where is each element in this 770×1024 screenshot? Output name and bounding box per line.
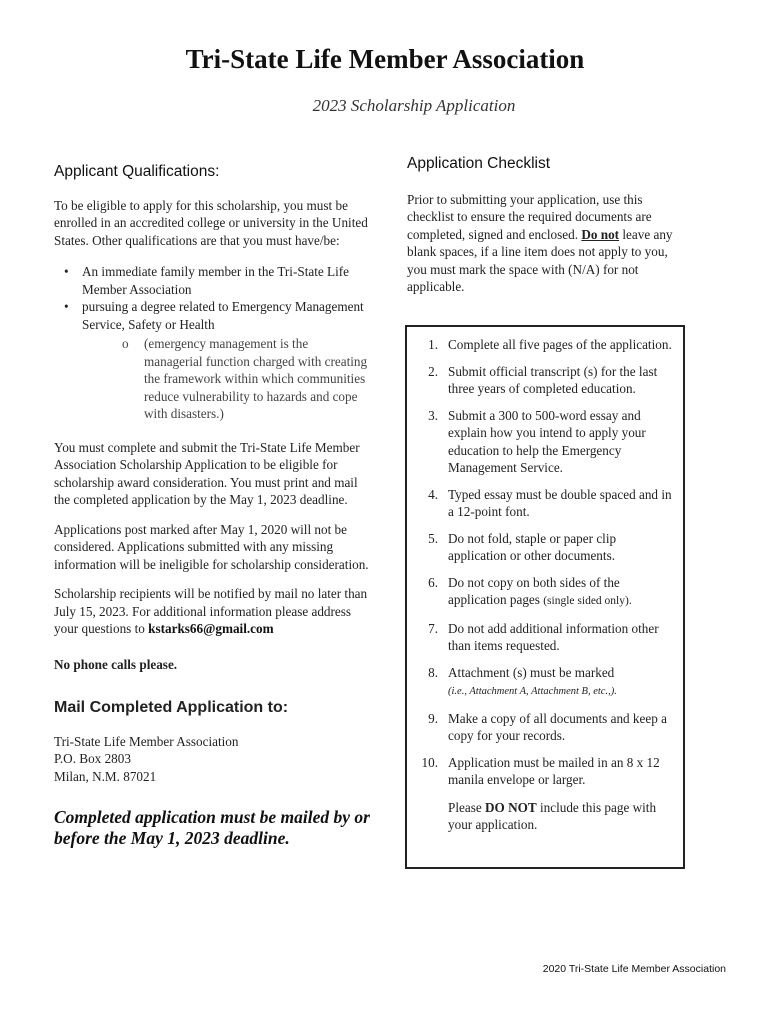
list-item — [54, 263, 370, 298]
submission-paragraph: You must complete and submit the Tri-State Life Member Association Scholarship Application to be eligible for scholarship award consideration. You must print and mail the completed application by the May 1, 2023 deadline. — [54, 439, 360, 507]
bullet-text: An immediate family member in the Tri-State Life Member Association — [82, 264, 349, 297]
item-number: 8. — [428, 664, 438, 680]
do-not-emphasis: Do not — [581, 226, 620, 242]
item-text: Do not add additional information other than items requested. — [448, 620, 659, 653]
circle-bullet-icon: o — [122, 336, 129, 351]
checklist-heading: Application Checklist — [407, 155, 551, 172]
contact-email-link[interactable]: kstarks66@gmail.com — [148, 621, 274, 636]
item-text: Make a copy of all documents and keep a copy for your records. — [448, 710, 667, 743]
item-number: 2. — [428, 363, 438, 379]
item-text: Do not fold, staple or paper clip application or other documents. — [448, 530, 617, 563]
checklist-item — [407, 754, 683, 789]
item-number: 7. — [428, 620, 438, 636]
sub-list-item — [54, 335, 370, 423]
checklist-item — [407, 486, 683, 521]
no-phone-note: No phone calls please. — [54, 656, 178, 672]
item-text: Application must be mailed in an 8 x 12 manila envelope or larger. — [448, 754, 660, 787]
item-text: Attachment (s) must be marked — [448, 664, 615, 680]
item-number: 10. — [421, 754, 438, 770]
note-emphasis: DO NOT — [485, 799, 537, 815]
bullet-icon: • — [64, 264, 69, 279]
postmark-paragraph: Applications post marked after May 1, 2020 will not be considered. Applications submitted with any missing information will be ineligible for scholarship consideration. — [54, 521, 369, 572]
checklist-intro — [407, 191, 687, 296]
item-number: 9. — [428, 710, 438, 726]
page-title: Tri-State Life Member Association — [185, 44, 585, 74]
item-text: Submit official transcript (s) for the last three years of completed education. — [448, 363, 658, 396]
bullet-text: pursuing a degree related to Emergency Management Service, Safety or Health — [82, 299, 364, 332]
note-text-2: include this page with your application. — [448, 799, 657, 832]
page-subtitle: 2023 Scholarship Application — [312, 96, 516, 115]
checklist-item — [407, 530, 683, 565]
exclude-page-note — [407, 799, 683, 834]
checklist-item — [407, 620, 683, 655]
item-text: Submit a 300 to 500-word essay and explain how you intend to apply your education to help the Emergency Management Service. — [448, 407, 646, 475]
item-number: 6. — [428, 574, 438, 590]
checklist-item — [407, 664, 683, 701]
mail-address-line2: P.O. Box 2803 — [54, 751, 131, 766]
item-text: Complete all five pages of the application. — [448, 337, 672, 352]
qualifications-list — [54, 263, 370, 333]
item-note: (i.e., Attachment A, Attachment B, etc.,). — [448, 686, 617, 697]
notification-text: Scholarship recipients will be notified by mail no later than July 15, 2023. For additional information please address your questions to — [54, 586, 368, 636]
checklist-item — [407, 336, 683, 354]
mail-heading: Mail Completed Application to: — [54, 699, 289, 716]
checklist-item — [407, 710, 683, 745]
qualifications-intro: To be eligible to apply for this scholarship, you must be enrolled in an accredited college or university in the United States. Other qualifications are that you must have/be: — [54, 197, 368, 248]
checklist-intro-text: Prior to submitting your application, use this checklist to ensure the required documents are completed, signed and enclosed. — [407, 191, 652, 242]
list-item — [54, 298, 370, 333]
checklist-intro-text-2: leave any blank spaces, if a line item does not apply to you, you must mark the space with (N/A) for not applicable. — [407, 226, 673, 294]
checklist-item — [407, 574, 683, 611]
item-number: 3. — [428, 407, 438, 423]
checklist-item — [407, 363, 683, 398]
qualifications-heading: Applicant Qualifications: — [54, 163, 220, 180]
checklist-intro-column — [407, 155, 687, 296]
page-footer: 2020 Tri-State Life Member Association — [542, 963, 726, 975]
bullet-icon: • — [64, 299, 69, 314]
item-text: Typed essay must be double spaced and in a 12-point font. — [448, 486, 672, 519]
item-number: 1. — [428, 337, 438, 352]
item-text: Do not copy on both sides of the application pages — [448, 574, 620, 607]
note-text: Please — [448, 799, 485, 815]
mail-address-line3: Milan, N.M. 87021 — [54, 768, 157, 784]
qualifications-column — [54, 163, 370, 849]
deadline-notice: Completed application must be mailed by or before the May 1, 2023 deadline. — [54, 807, 370, 848]
item-number: 4. — [428, 486, 438, 502]
checklist-item — [407, 407, 683, 477]
checklist-items — [407, 336, 683, 789]
mail-address-line1: Tri-State Life Member Association — [54, 733, 239, 749]
notification-paragraph — [54, 585, 370, 638]
item-number: 5. — [428, 530, 438, 546]
sub-bullet-text: (emergency management is the managerial function charged with creating the framework within which communities reduce vulnerability to hazards and cope with disasters.) — [144, 336, 368, 421]
item-note: (single sided only). — [543, 595, 632, 607]
checklist-box — [405, 325, 685, 869]
